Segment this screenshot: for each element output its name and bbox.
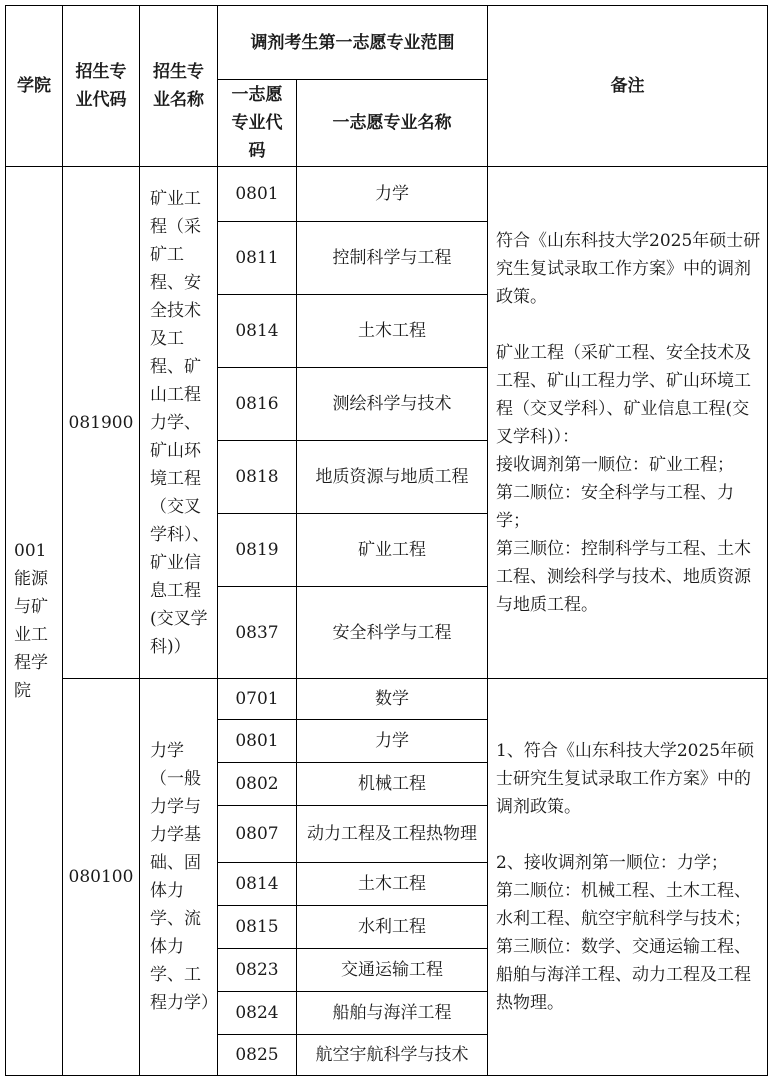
group1-fc-code: 0819 [218, 514, 297, 587]
group2-fc-name: 机械工程 [297, 763, 488, 806]
group2-fc-name: 船舶与海洋工程 [297, 992, 488, 1035]
group2-fc-code: 0825 [218, 1035, 297, 1076]
group2-fc-code: 0823 [218, 949, 297, 992]
group1-fc-name: 土木工程 [297, 295, 488, 368]
group2-fc-code: 0701 [218, 679, 297, 720]
header-first-choice-range: 调剂考生第一志愿专业范围 [218, 6, 488, 80]
group1-major-code: 081900 [63, 167, 140, 679]
group2-note-line: 1、符合《山东科技大学2025年硕士研究生复试录取工作方案》中的调剂政策。 [496, 741, 755, 817]
group1-fc-name: 控制科学与工程 [297, 222, 488, 295]
group1-note-line: 第二顺位：安全科学与工程、力学； [496, 482, 734, 531]
group1-fc-name: 测绘科学与技术 [297, 368, 488, 441]
group1-fc-name: 力学 [297, 167, 488, 222]
group1-note-line: 符合《山东科技大学2025年硕士研究生复试录取工作方案》中的调剂政策。 [496, 230, 761, 307]
group2-major-name: 力学（一般力学与力学基础、固体力学、流体力学、工程力学） [140, 679, 218, 1076]
group2-note-line: 第三顺位：数学、交通运输工程、船舶与海洋工程、动力工程及工程热物理。 [496, 937, 751, 1013]
group1-fc-code: 0801 [218, 167, 297, 222]
group2-fc-code: 0824 [218, 992, 297, 1035]
group1-fc-name: 安全科学与工程 [297, 587, 488, 679]
adjustment-table [5, 5, 768, 1076]
group1-fc-code: 0816 [218, 368, 297, 441]
group1-remarks [488, 167, 768, 679]
group1-note-line: 接收调剂第一顺位：矿业工程； [496, 454, 734, 475]
college-cell: 001能源与矿业工程学院 [6, 167, 63, 1076]
group1-fc-name: 矿业工程 [297, 514, 488, 587]
group1-fc-code: 0818 [218, 441, 297, 514]
group2-fc-code: 0802 [218, 763, 297, 806]
group2-fc-name: 数学 [297, 679, 488, 720]
group1-fc-code: 0814 [218, 295, 297, 368]
group2-note-line: 第二顺位：机械工程、土木工程、水利工程、航空宇航科学与技术； [496, 881, 751, 929]
header-major-name: 招生专业名称 [140, 6, 218, 167]
group2-fc-name: 动力工程及工程热物理 [297, 806, 488, 863]
group2-fc-name: 土木工程 [297, 863, 488, 906]
group2-fc-name: 航空宇航科学与技术 [297, 1035, 488, 1076]
group2-note-gap [496, 821, 761, 849]
group1-fc-name: 地质资源与地质工程 [297, 441, 488, 514]
group2-remarks [488, 679, 768, 1076]
group1-note-line: 矿业工程（采矿工程、安全技术及工程、矿山工程力学、矿山环境工程（交叉学科）、矿业信息工程(交叉学科)）： [496, 342, 751, 447]
group2-fc-name: 力学 [297, 720, 488, 763]
group2-fc-code: 0801 [218, 720, 297, 763]
group1-fc-code: 0811 [218, 222, 297, 295]
group2-major-code: 080100 [63, 679, 140, 1076]
group1-note-line: 第三顺位：控制科学与工程、土木工程、测绘科学与技术、地质资源与地质工程。 [496, 538, 751, 615]
header-remarks: 备注 [488, 6, 768, 167]
header-college: 学院 [6, 6, 63, 167]
group2-fc-code: 0814 [218, 863, 297, 906]
header-fc-code: 一志愿专业代码 [218, 80, 297, 167]
header-major-code: 招生专业代码 [63, 6, 140, 167]
group2-note-line: 2、接收调剂第一顺位：力学； [496, 853, 728, 873]
group1-major-name: 矿业工程（采矿工程、安全技术及工程、矿山工程力学、矿山环境工程（交叉学科）、矿业信息工程(交叉学科)） [140, 167, 218, 679]
group1-fc-code: 0837 [218, 587, 297, 679]
group1-note-gap [496, 311, 761, 339]
group2-fc-code: 0807 [218, 806, 297, 863]
group2-fc-name: 交通运输工程 [297, 949, 488, 992]
group2-fc-code: 0815 [218, 906, 297, 949]
group2-fc-name: 水利工程 [297, 906, 488, 949]
header-fc-name: 一志愿专业名称 [297, 80, 488, 167]
